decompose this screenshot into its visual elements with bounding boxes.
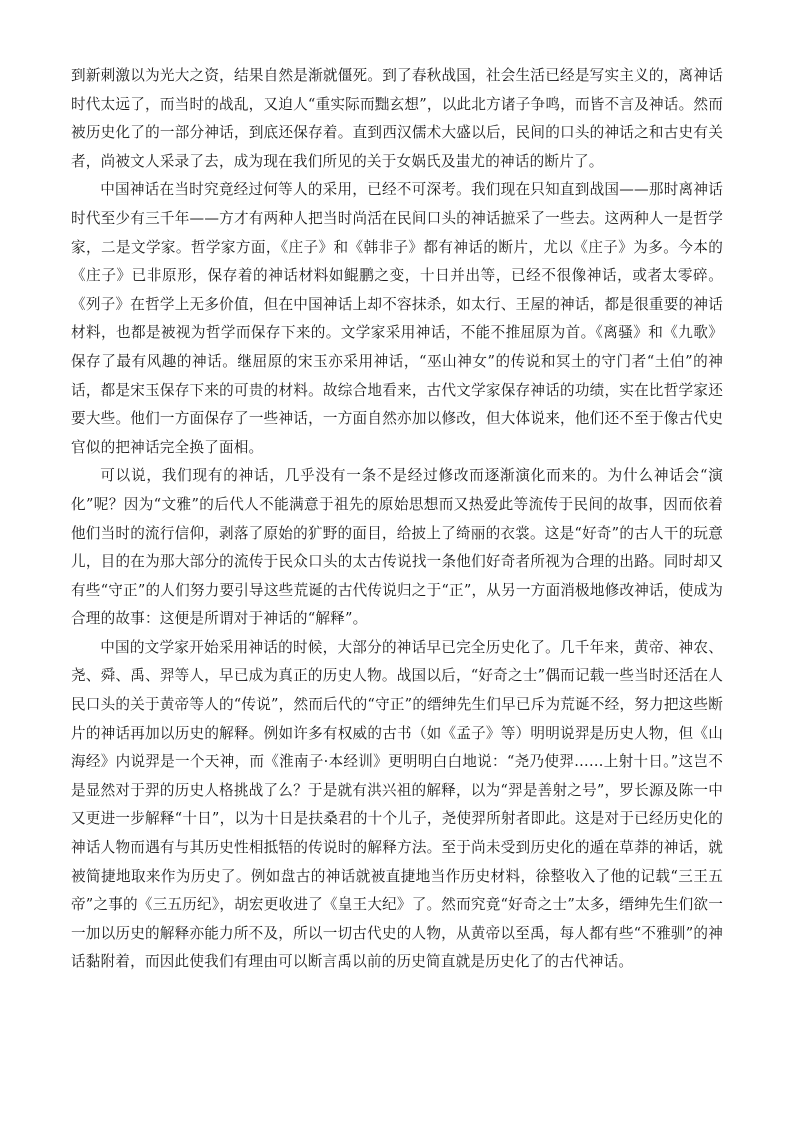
paragraph-continuation: 到新刺激以为光大之资，结果自然是渐就僵死。到了春秋战国，社会生活已经是写实主义的，离神话时代太远了，而当时的战乱，又迫人“重实际而黜玄想”，以此北方诸子争鸣，而皆不言及神话。然而被历史化了的一部分神话，到底还保存着。直到西汉儒术大盛以后，民间的口头的神话之和古史有关者，尚被文人采录了去，成为现在我们所见的关于女娲氏及蚩尤的神话的断片了。	[71, 67, 723, 170]
paragraph-historicization: 中国的文学家开始采用神话的时候，大部分的神话早已完全历史化了。几千年来，黄帝、神农、尧、舜、禹、羿等人，早已成为真正的历史人物。战国以后，“好奇之士”偶而记载一些当时还活在人民口头的关于黄帝等人的“传说”，然而后代的“守正”的缙绅先生们早已斥为荒诞不经，努力把这些断片的神话再加以历史的解释。例如许多有权威的古书（如《孟子》等）明明说羿是历史人物，但《山海经》内说羿是一个天神，而《淮南子·本经训》更明明白白地说：“尧乃使羿……上射十日。”这岂不是显然对于羿的历史人格挑战了么？于是就有洪兴祖的解释，以为“羿是善射之号”，罗长源及陈一中又更进一步解释“十日”，以为十日是扶桑君的十个儿子，尧使羿所射者即此。这是对于已经历史化的神话人物而遇有与其历史性相抵牾的传说时的解释方法。至于尚未受到历史化的遁在草莽的神话，就被简捷地取来作为历史了。例如盘古的神话就被直捷地当作历史材料，徐整收入了他的记载“三王五帝”之事的《三五历纪》，胡宏更收进了《皇王大纪》了。然而究竟“好奇之士”太多，缙绅先生们欲一一加以历史的解释亦能力所不及，所以一切古代史的人物，从黄帝以至禹，每人都有些“不雅驯”的神话黏附着，而因此使我们有理由可以断言禹以前的历史简直就是历史化了的古代神话。	[71, 638, 723, 971]
document-body	[71, 62, 723, 977]
paragraph-preservation: 中国神话在当时究竟经过何等人的采用，已经不可深考。我们现在只知直到战国——那时离神话时代至少有三千年——方才有两种人把当时尚活在民间口头的神话摭采了一些去。这两种人一是哲学家，二是文学家。哲学家方面，《庄子》和《韩非子》都有神话的断片，尤以《庄子》为多。今本的《庄子》已非原形，保存着的神话材料如鲲鹏之变，十日并出等，已经不很像神话，或者太零碎。《列子》在哲学上无多价值，但在中国神话上却不容抹杀，如太行、王屋的神话，都是很重要的神话材料，也都是被视为哲学而保存下来的。文学家采用神话，不能不推屈原为首。《离骚》和《九歌》保存了最有风趣的神话。继屈原的宋玉亦采用神话，“巫山神女”的传说和冥土的守门者“土伯”的神话，都是宋玉保存下来的可贵的材料。故综合地看来，古代文学家保存神话的功绩，实在比哲学家还要大些。他们一方面保存了一些神话，一方面自然亦加以修改，但大体说来，他们还不至于像古代史官似的把神话完全换了面相。	[71, 181, 723, 456]
paragraph-evolution: 可以说，我们现有的神话，几乎没有一条不是经过修改而逐渐演化而来的。为什么神话会“演化”呢？因为“文雅”的后代人不能满意于祖先的原始思想而又热爱此等流传于民间的故事，因而依着他们当时的流行信仰，剥落了原始的犷野的面目，给披上了绮丽的衣裳。这是“好奇”的古人干的玩意儿，目的在为那大部分的流传于民众口头的太古传说找一条他们好奇者所视为合理的出路。同时却又有些“守正”的人们努力要引导这些荒诞的古代传说归之于“正”，从另一方面消极地修改神话，使成为合理的故事：这便是所谓对于神话的“解释”。	[71, 467, 723, 628]
